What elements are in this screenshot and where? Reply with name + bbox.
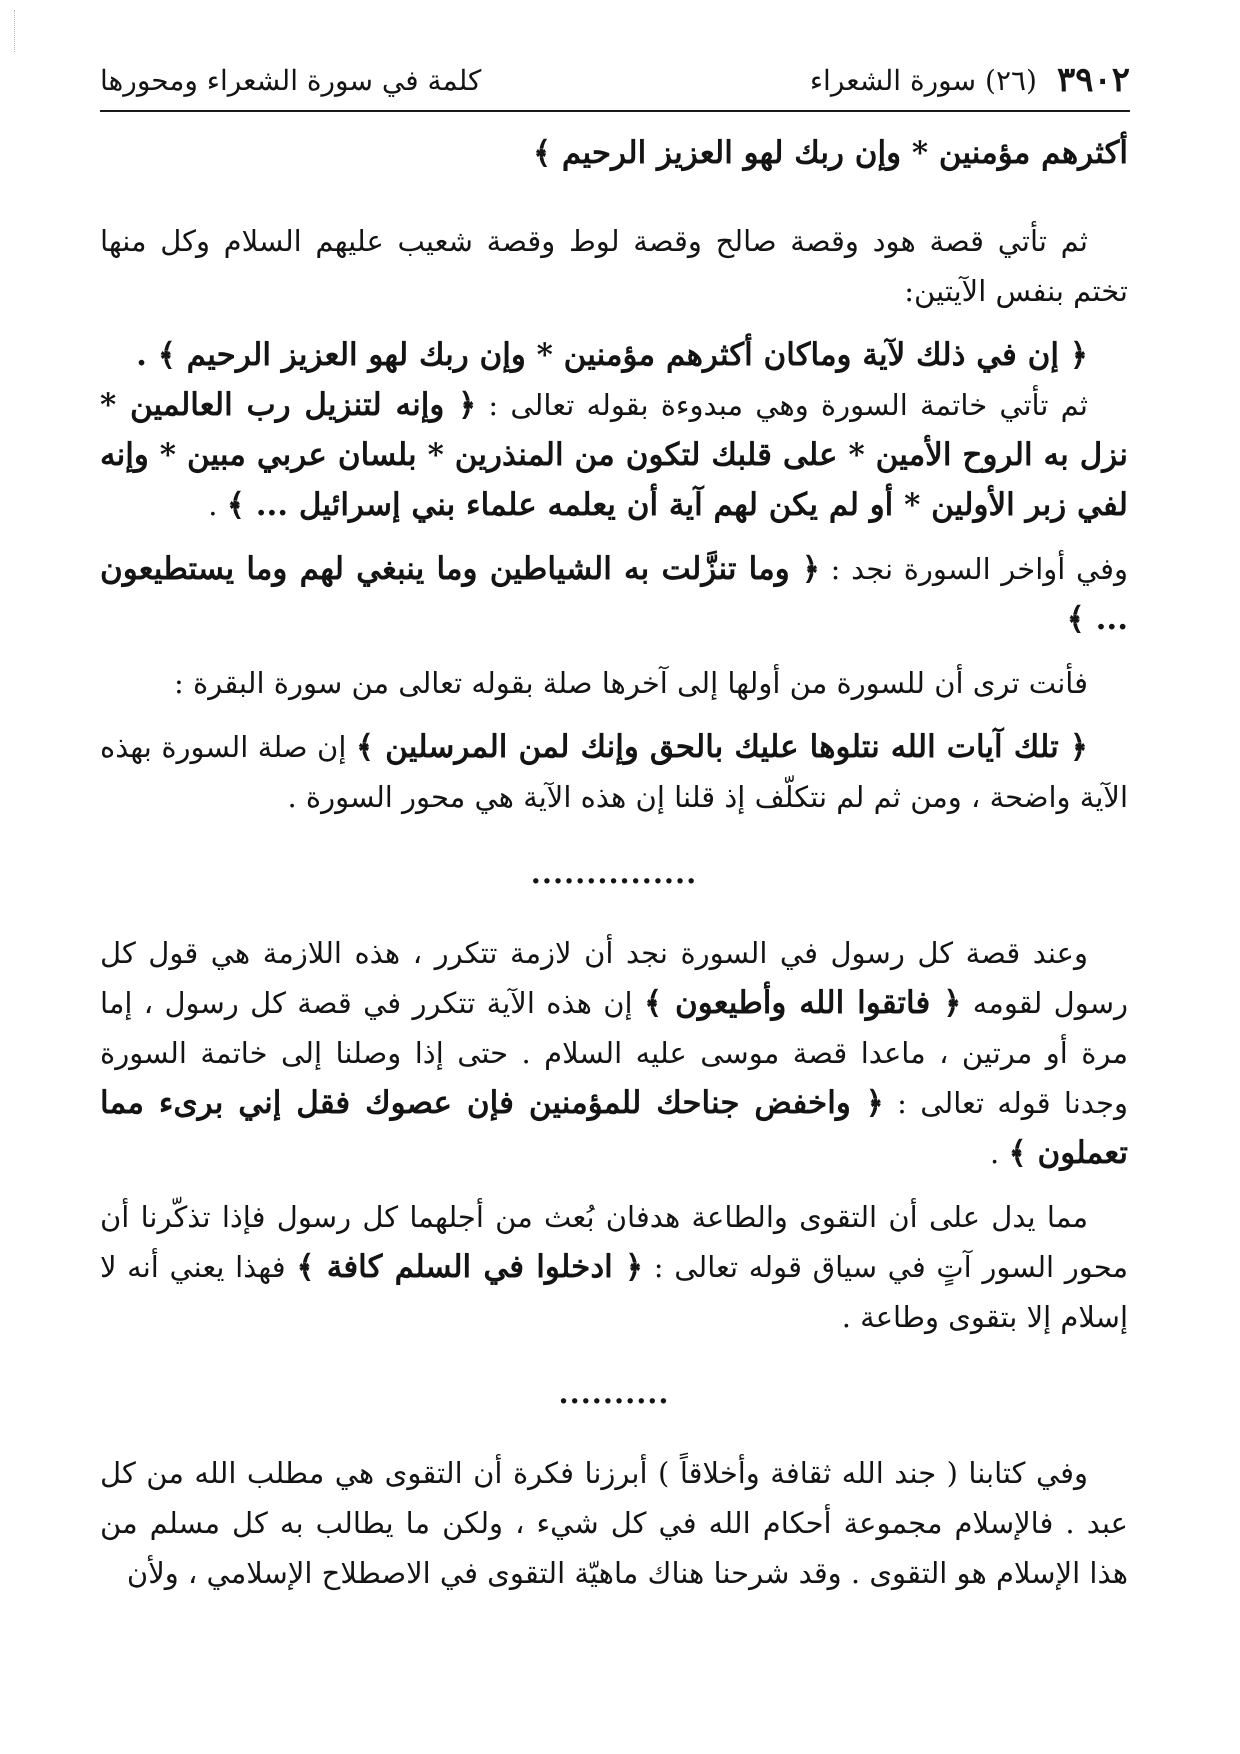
- paragraph-conclusion: [100, 380, 1128, 530]
- running-header: [100, 50, 1130, 112]
- paragraph-refrain-analysis: [100, 928, 1128, 1178]
- paragraph-end-of-surah: [100, 544, 1128, 644]
- end-intro: وفي أواخر السورة نجد :: [820, 552, 1128, 586]
- refrain-verse-wing: ﴿ واخفض جناحك للمؤمنين فإن عصوك فقل إني برىء مما تعملون ﴾: [100, 1085, 1128, 1171]
- conclusion-intro: ثم تأتي خاتمة السورة وهي مبدوءة بقوله تعالى :: [476, 388, 1089, 422]
- taqwa-text-a: مما يدل على أن التقوى والطاعة هدفان بُعث من أجلهما كل رسول فإذا تذكّرنا أن محور السور آتٍ في سياق قوله تعالى :: [100, 1200, 1128, 1284]
- page-body: [100, 128, 1128, 1598]
- paragraph-link: فأنت ترى أن للسورة من أولها إلى آخرها صلة بقوله تعالى من سورة البقرة :: [174, 666, 1088, 700]
- conclusion-end: .: [208, 488, 227, 522]
- paragraph-axis: [100, 722, 1128, 822]
- refrain-verse-fear: ﴿ فاتقوا الله وأطيعون ﴾: [643, 985, 962, 1021]
- refrain-text-a: وعند قصة كل رسول في السورة نجد أن لازمة تتكرر ، هذه اللازمة هي قول كل رسول لقومه: [100, 936, 1128, 1020]
- taqwa-verse: ﴿ ادخلوا في السلم كافة ﴾: [296, 1249, 644, 1285]
- surah-label: (٢٦) سورة الشعراء: [809, 63, 1037, 97]
- paragraph-book-reference: وفي كتابنا ( جند الله ثقافة وأخلاقاً ) أبرزنا فكرة أن التقوى هي مطلب الله من كل عبد . فالإسلام مجموعة أحكام الله في كل شيء ، ولكن ما يطالب به كل مسلم من هذا الإسلام هو التقوى . وقد شرحنا هناك ماهيّة التقوى في الاصطلاح الإسلامي ، ولأن: [100, 1456, 1128, 1590]
- taqwa-text-b: فهذا يعني أنه لا إسلام إلا بتقوى وطاعة .: [100, 1250, 1128, 1334]
- end-verse: ﴿ وما تنزَّلت به الشياطين وما ينبغي لهم وما يستطيعون ... ﴾: [100, 551, 1128, 637]
- paragraph-taqwa: [100, 1192, 1128, 1342]
- page-number: ٣٩٠٢: [1056, 60, 1130, 100]
- paragraph-stories: ثم تأتي قصة هود وقصة صالح وقصة لوط وقصة شعيب عليهم السلام وكل منها تختم بنفس الآيتين:: [100, 224, 1128, 308]
- axis-text: إن صلة السورة بهذه الآية واضحة ، ومن ثم لم نتكلّف إذ قلنا إن هذه الآية هي محور السورة .: [100, 730, 1128, 814]
- axis-verse: ﴿ تلك آيات الله نتلوها عليك بالحق وإنك لمن المرسلين ﴾: [355, 729, 1088, 765]
- refrain-end: .: [990, 1136, 1009, 1170]
- section-separator: ...............: [530, 856, 698, 890]
- header-right-group: [810, 60, 1130, 100]
- verse-refrain: ﴿ إن في ذلك لآية وماكان أكثرهم مؤمنين * وإن ربك لهو العزيز الرحيم ﴾ .: [136, 337, 1088, 373]
- conclusion-verse: ﴿ وإنه لتنزيل رب العالمين * نزل به الروح الأمين * على قلبك لتكون من المنذرين * بلسان عربي مبين * وإنه لفي زبر الأولين * أو لم يكن لهم آية أن يعلمه علماء بني إسرائيل ... ﴾: [100, 387, 1128, 523]
- verse-continuation: أكثرهم مؤمنين * وإن ربك لهو العزيز الرحيم ﴾: [532, 135, 1128, 171]
- running-title: كلمة في سورة الشعراء ومحورها: [100, 63, 482, 97]
- refrain-text-b: إن هذه الآية تتكرر في قصة كل رسول ، إما مرة أو مرتين ، ماعدا قصة موسى عليه السلام . حتى إذا وصلنا إلى خاتمة السورة وجدنا قوله تعالى :: [100, 986, 1128, 1120]
- margin-pen-mark: [14, 10, 23, 52]
- section-separator-2: ..........: [558, 1376, 670, 1410]
